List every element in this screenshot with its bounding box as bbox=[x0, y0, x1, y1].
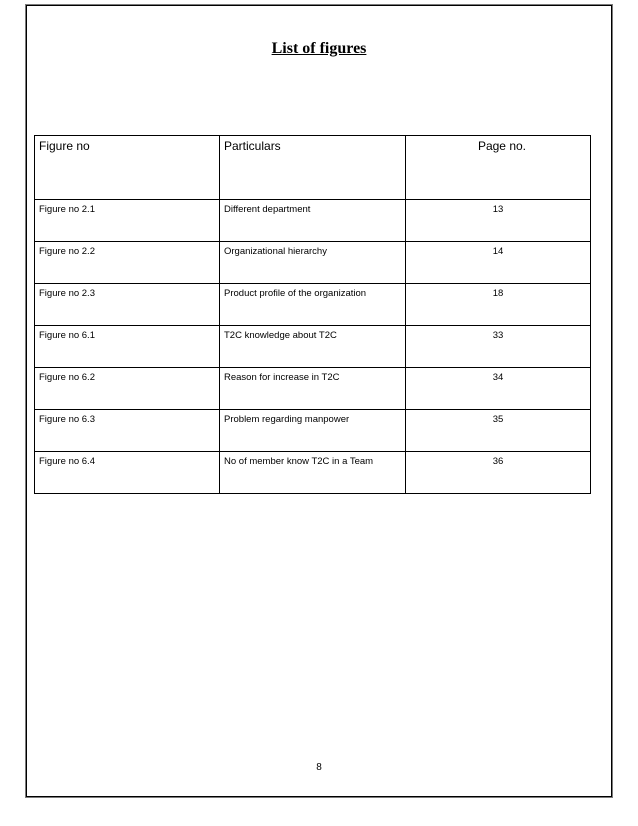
page-cell: 13 bbox=[406, 200, 591, 242]
page-title: List of figures bbox=[271, 40, 367, 57]
particulars-cell: Reason for increase in T2C bbox=[220, 368, 406, 410]
figure-cell: Figure no 6.4 bbox=[35, 452, 220, 494]
page-cell: 18 bbox=[406, 284, 591, 326]
figure-cell: Figure no 2.1 bbox=[35, 200, 220, 242]
table-row bbox=[35, 410, 591, 452]
particulars-cell: No of member know T2C in a Team bbox=[220, 452, 406, 494]
header-figure-no: Figure no bbox=[35, 136, 220, 200]
figure-cell: Figure no 2.2 bbox=[35, 242, 220, 284]
particulars-cell: Product profile of the organization bbox=[220, 284, 406, 326]
page-number: 8 bbox=[316, 762, 322, 773]
figures-table bbox=[34, 135, 591, 494]
table-row bbox=[35, 368, 591, 410]
figure-cell: Figure no 2.3 bbox=[35, 284, 220, 326]
table-row bbox=[35, 242, 591, 284]
figure-cell: Figure no 6.3 bbox=[35, 410, 220, 452]
header-particulars: Particulars bbox=[220, 136, 406, 200]
particulars-cell: T2C knowledge about T2C bbox=[220, 326, 406, 368]
page-cell: 36 bbox=[406, 452, 591, 494]
table-row bbox=[35, 326, 591, 368]
table-row bbox=[35, 284, 591, 326]
header-page-no: Page no. bbox=[406, 136, 591, 200]
table-row bbox=[35, 452, 591, 494]
page-cell: 14 bbox=[406, 242, 591, 284]
figure-cell: Figure no 6.2 bbox=[35, 368, 220, 410]
table-header-row bbox=[35, 136, 591, 200]
page-cell: 33 bbox=[406, 326, 591, 368]
particulars-cell: Organizational hierarchy bbox=[220, 242, 406, 284]
figure-cell: Figure no 6.1 bbox=[35, 326, 220, 368]
page-cell: 34 bbox=[406, 368, 591, 410]
particulars-cell: Problem regarding manpower bbox=[220, 410, 406, 452]
table-row bbox=[35, 200, 591, 242]
particulars-cell: Different department bbox=[220, 200, 406, 242]
page-cell: 35 bbox=[406, 410, 591, 452]
